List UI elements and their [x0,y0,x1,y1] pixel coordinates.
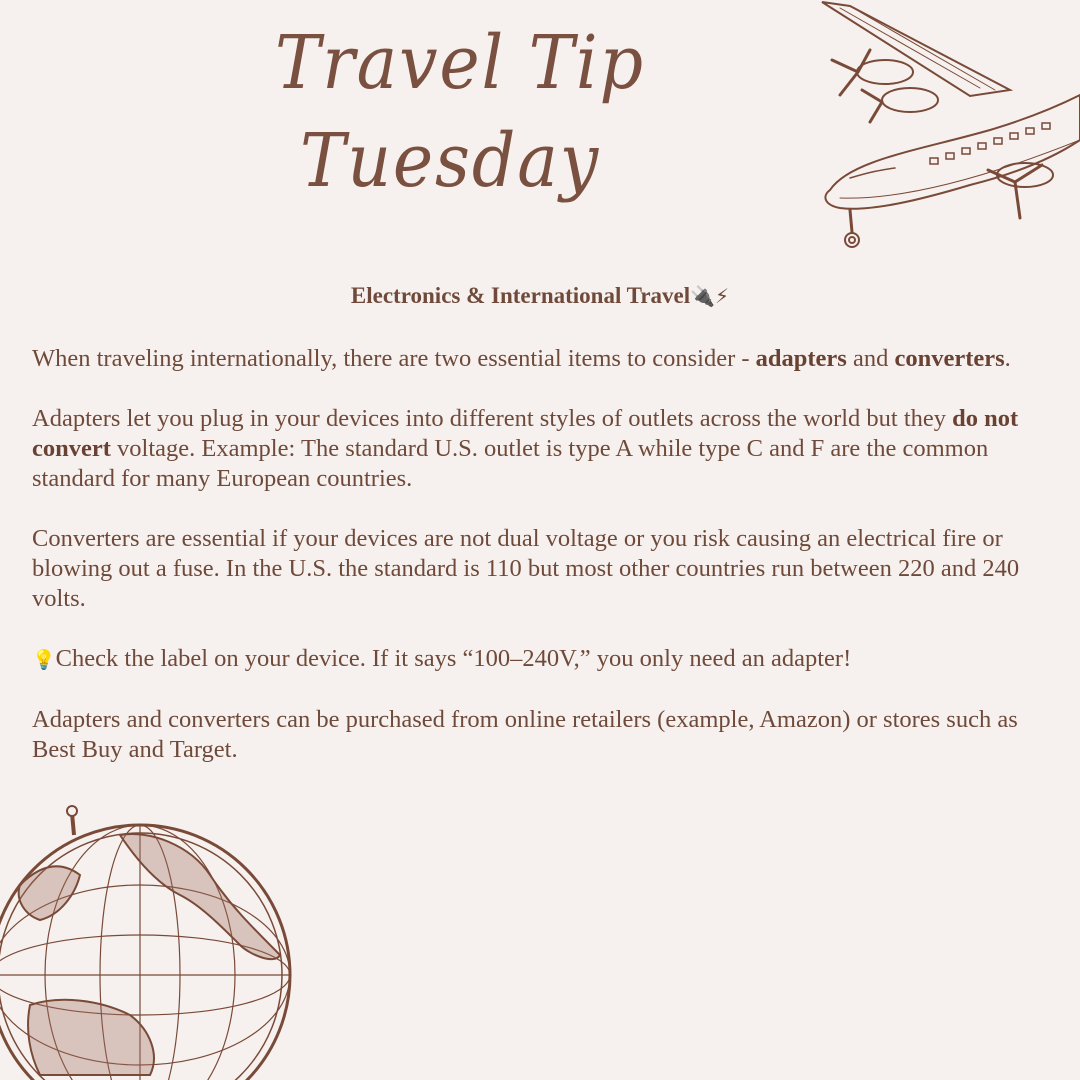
p4-text: Check the label on your device. If it says “100–240V,” you only need an adapter! [55,645,852,672]
subtitle-text: Electronics & International Travel [350,283,691,308]
title-line-2: Tuesday [299,118,601,204]
airplane-illustration [810,0,1080,255]
paragraph-2 [32,404,1052,494]
p2-text-a: Adapters let you plug in your devices into different styles of outlets across the world but they [32,405,953,432]
p1-text-a: When traveling internationally, there are two essential items to consider - [32,345,756,372]
p1-text-d: . [1004,345,1011,372]
p2-text-c: voltage. Example: The standard U.S. outlet is type A while type C and F are the common standard for many European countries. [32,435,989,492]
p1-text-c: and [846,345,895,372]
subtitle [0,283,1080,309]
plug-bolt-icon: 🔌⚡ [690,284,730,308]
globe-illustration [0,805,300,1080]
paragraph-3: Converters are essential if your devices are not dual voltage or you risk causing an electrical fire or blowing out a fuse. In the U.S. the standard is 110 but most other countries run between 220 and 240 volts. [32,525,1020,612]
paragraph-4 [32,644,1052,675]
lightbulb-icon: 💡 [32,649,56,671]
p1-bold-converters: converters [894,345,1005,372]
p2-bold: do not convert [32,405,1019,462]
body-text [32,344,1052,795]
paragraph-1 [32,344,1052,374]
paragraph-5: Adapters and converters can be purchased from online retailers (example, Amazon) or stores such as Best Buy and Target. [32,706,1018,763]
title-line-1: Travel Tip [275,20,645,106]
p1-bold-adapters: adapters [755,345,847,372]
